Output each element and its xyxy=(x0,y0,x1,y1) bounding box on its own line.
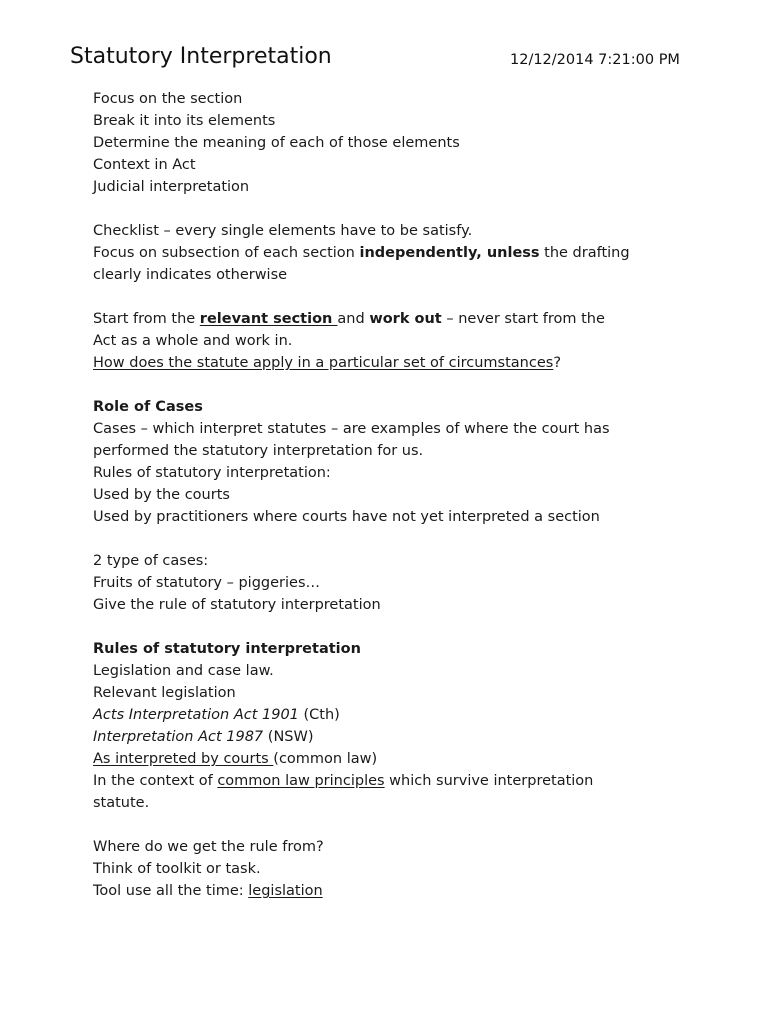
text-line: Think of toolkit or task. xyxy=(93,861,261,877)
document-timestamp: 12/12/2014 7:21:00 PM xyxy=(510,52,680,68)
text-line: Judicial interpretation xyxy=(93,179,250,195)
text-line: Rules of statutory interpretation: xyxy=(93,465,331,481)
text-line: Cases – which interpret statutes – are examples of where the court has xyxy=(93,421,610,437)
text-line: performed the statutory interpretation for us. xyxy=(93,443,424,459)
paragraph-gap xyxy=(93,814,713,836)
text-run: which survive interpretation xyxy=(384,773,594,789)
text-run: Tool use all the time: xyxy=(93,883,249,899)
bold-text xyxy=(200,311,338,327)
text-line: Break it into its elements xyxy=(93,113,276,129)
text-line: Give the rule of statutory interpretation xyxy=(93,597,381,613)
bold-text: independently, unless xyxy=(359,245,540,261)
text-line xyxy=(93,704,713,726)
text-run: Focus on subsection of each section xyxy=(93,245,360,261)
text-line: Legislation and case law. xyxy=(93,663,274,679)
text-line xyxy=(93,726,713,748)
underlined-text: How does the statute apply in a particular set of circumstances xyxy=(93,355,554,371)
text-run: In the context of xyxy=(93,773,218,789)
section-heading xyxy=(93,396,713,418)
text-line: Determine the meaning of each of those elements xyxy=(93,135,460,151)
text-run: Start from the xyxy=(93,311,200,327)
text-line: Fruits of statutory – piggeries… xyxy=(93,575,320,591)
text-run: (Cth) xyxy=(298,707,340,723)
text-run: ? xyxy=(553,355,562,371)
bold-text: Role of Cases xyxy=(93,399,203,415)
text-line: Checklist – every single elements have to be satisfy. xyxy=(93,223,473,239)
text-line: Used by practitioners where courts have not yet interpreted a section xyxy=(93,509,600,525)
text-run: – never start from the xyxy=(441,311,605,327)
document-body xyxy=(93,88,713,902)
bold-text: work out xyxy=(369,311,442,327)
underlined-text: common law principles xyxy=(217,773,385,789)
text-line: 2 type of cases: xyxy=(93,553,209,569)
text-line: Relevant legislation xyxy=(93,685,236,701)
text-line: Act as a whole and work in. xyxy=(93,333,293,349)
italic-text: Acts Interpretation Act 1901 xyxy=(93,707,299,723)
text-line xyxy=(93,242,713,264)
text-line: Focus on the section xyxy=(93,91,243,107)
text-run: (NSW) xyxy=(263,729,314,745)
paragraph-gap xyxy=(93,198,713,220)
underlined-text: relevant section xyxy=(199,311,338,327)
text-line xyxy=(93,308,713,330)
paragraph-gap xyxy=(93,616,713,638)
text-line: statute. xyxy=(93,795,150,811)
paragraph-gap xyxy=(93,374,713,396)
underlined-text: As interpreted by courts xyxy=(93,751,274,767)
italic-text: Interpretation Act 1987 xyxy=(93,729,264,745)
text-run: the drafting xyxy=(539,245,630,261)
section-heading xyxy=(93,638,713,660)
bold-text: Rules of statutory interpretation xyxy=(93,641,361,657)
page-title: Statutory Interpretation xyxy=(70,44,332,69)
text-line: Where do we get the rule from? xyxy=(93,839,324,855)
paragraph-gap xyxy=(93,286,713,308)
text-line xyxy=(93,880,713,902)
text-line: Context in Act xyxy=(93,157,196,173)
text-line: clearly indicates otherwise xyxy=(93,267,288,283)
underlined-text: legislation xyxy=(248,883,323,899)
text-run: and xyxy=(337,311,370,327)
text-run: (common law) xyxy=(273,751,378,767)
text-line: Used by the courts xyxy=(93,487,230,503)
paragraph-gap xyxy=(93,528,713,550)
text-line xyxy=(93,352,713,374)
text-line xyxy=(93,748,713,770)
text-line xyxy=(93,770,713,792)
